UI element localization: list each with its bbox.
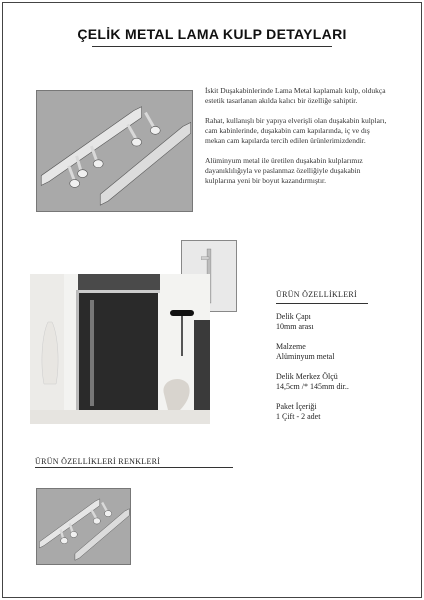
specs-underline <box>276 303 368 304</box>
spec-value: 14,5cm /* 145mm dir.. <box>276 382 349 391</box>
spec-value: Alüminyum metal <box>276 352 335 361</box>
color-variant-image <box>36 488 131 565</box>
colors-title: ÜRÜN ÖZELLİKLERİ RENKLERİ <box>35 457 161 466</box>
spec-value: 1 Çift - 2 adet <box>276 412 321 421</box>
handle-drawing <box>37 91 192 211</box>
handle-color-drawing <box>37 489 130 564</box>
intro-text <box>205 86 390 196</box>
title-underline <box>92 46 332 47</box>
spec-value: 10mm arası <box>276 322 314 331</box>
intro-paragraph: Alüminyum metal ile üretilen duşakabin kulplarımız dayanıklılığıyla ve paslanmaz özelliğiyle duşakabin kulplarına yeni bir boyut kazandırmıştır. <box>205 156 363 185</box>
product-specs <box>276 290 396 432</box>
colors-underline <box>35 467 233 468</box>
bathroom-scene <box>30 274 210 424</box>
spec-item <box>276 342 396 362</box>
page-title: ÇELİK METAL LAMA KULP DETAYLARI <box>77 26 347 42</box>
product-image <box>36 90 193 212</box>
shower-cabin-photo <box>30 274 210 424</box>
spec-label: Delik Merkez Ölçü <box>276 372 338 381</box>
specs-title: ÜRÜN ÖZELLİKLERİ <box>276 290 358 299</box>
spec-label: Malzeme <box>276 342 306 351</box>
intro-paragraph: Rahat, kullanışlı bir yapıya elverişli olan duşakabin kulpları, cam kabinlerinde, duşakabin cam kapılarında, iç ve dış mekan cam kapılarda tercih edilen ürünlerimizdendir. <box>205 116 387 145</box>
spec-item <box>276 312 396 332</box>
intro-paragraph: İskit Duşakabinlerinde Lama Metal kaplamalı kulp, oldukça estetik tasarlanan akılda kalıcı bir özelliğe sahiptir. <box>205 86 386 105</box>
spec-label: Paket İçeriği <box>276 402 317 411</box>
spec-label: Delik Çapı <box>276 312 311 321</box>
spec-item <box>276 372 396 392</box>
spec-item <box>276 402 396 422</box>
